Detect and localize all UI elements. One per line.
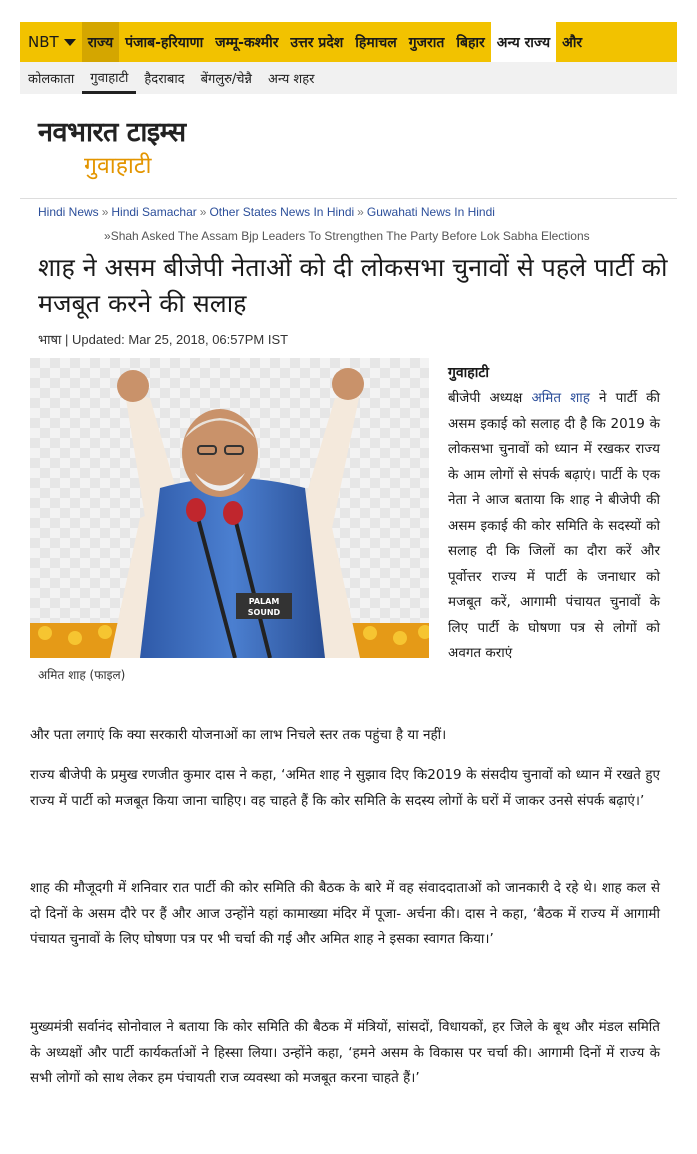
podium-label: PALAM — [248, 597, 280, 606]
city-item-kolkata[interactable]: कोलकाता — [28, 72, 75, 87]
nav-item-jammu-kashmir[interactable]: जम्मू-कश्मीर — [215, 34, 279, 51]
nav-item-uttar-pradesh[interactable]: उत्तर प्रदेश — [290, 34, 344, 51]
nav-item-states[interactable]: राज्य — [82, 22, 119, 62]
city-nav — [20, 62, 677, 94]
city-item-bengaluru-chennai[interactable]: बेंगलुरु/चेन्नै — [200, 72, 252, 87]
nav-item-himachal[interactable]: हिमाचल — [355, 34, 397, 51]
breadcrumb-separator: » — [357, 205, 364, 219]
nav-item-bihar[interactable]: बिहार — [456, 34, 485, 51]
breadcrumb-hindi-samachar[interactable]: Hindi Samachar — [111, 205, 197, 219]
article-headline: शाह ने असम बीजेपी नेताओं को दी लोकसभा चुनावों से पहले पार्टी को मजबूत करने की सलाह — [38, 253, 668, 318]
city-item-guwahati[interactable]: गुवाहाटी — [82, 62, 136, 94]
nav-item-more[interactable]: और — [562, 34, 583, 51]
amit-shah-photo-illustration — [30, 358, 429, 658]
caret-down-icon — [64, 39, 76, 46]
breadcrumb-separator: » — [199, 205, 207, 219]
nbt-label: NBT — [28, 33, 59, 51]
breadcrumb-current — [104, 229, 590, 243]
photo-caption: अमित शाह (फाइल) — [38, 668, 126, 682]
breadcrumb-current-title: Shah Asked The Assam Bjp Leaders To Strengthen The Party Before Lok Sabha Elections — [110, 229, 590, 243]
article-paragraph-3: मुख्यमंत्री सर्वानंद सोनोवाल ने बताया कि कोर समिति की बैठक में मंत्रियों, सांसदों, विधायकों, हर जिले के बूथ और मंडल समिति के अध्यक्षों और पार्टी कार्यकर्ताओं ने हिस्सा लिया। उन्होंने कहा, ‘हमने असम के विकास पर चर्चा की। आगामी दिनों में राज्य के सभी लोगों को साथ लेकर हम पंचायती राज व्यवस्था को मजबूत करना चाहते हैं।’ — [30, 1019, 660, 1086]
top-nav — [20, 22, 677, 62]
amit-shah-link[interactable]: अमित शाह — [531, 390, 590, 406]
intro-text: ने पार्टी की असम इकाई को सलाह दी है कि 2019 के लोकसभा चुनावों को ध्यान में रखकर राज्य के आम लोगों से संपर्क बढ़ाएं। पार्टी के एक नेता ने आज बताया कि शाह ने बीजेपी की असम इकाई की कोर समिति के सदस्यों को सलाह दी कि जिलों का दौरा करें और पूर्वोत्तर राज्य में पार्टी के जनाधार को मजबूत करें, आगामी पंचायत चुनावों के लिए पार्टी के घोषणा पत्र से लोगों को अवगत कराएं — [448, 390, 660, 661]
nav-item-other-states[interactable]: अन्य राज्य — [491, 22, 556, 62]
nav-item-gujarat[interactable]: गुजरात — [408, 34, 445, 51]
dateline-city: गुवाहाटी — [448, 365, 490, 381]
breadcrumb-separator: » — [101, 205, 109, 219]
breadcrumb-separator: » — [104, 229, 111, 243]
site-logo-city[interactable]: गुवाहाटी — [84, 153, 152, 179]
nav-item-punjab-haryana[interactable]: पंजाब-हरियाणा — [125, 34, 204, 51]
city-item-other-cities[interactable]: अन्य शहर — [267, 72, 315, 87]
podium-label: SOUND — [247, 608, 281, 617]
site-logo[interactable]: नवभारत टाइम्स — [38, 117, 186, 148]
divider — [20, 198, 677, 199]
article-paragraph-2: शाह की मौजूदगी में शनिवार रात पार्टी की कोर समिति की बैठक के बारे में वह संवाददाताओं को जानकारी दे रहे थे। शाह कल से दो दिनों के असम दौरे पर हैं और आज उन्होंने यहां कामाख्या मंदिर में पूजा- अर्चना की। दास ने कहा, ‘बैठक में राज्य में आगामी पंचायत चुनावों के लिए घोषणा पत्र पर भी चर्चा की गई और अमित शाह ने इसका स्वागत किया।’ — [30, 880, 660, 947]
city-item-hyderabad[interactable]: हैदराबाद — [144, 72, 185, 87]
article-intro — [448, 386, 660, 667]
intro-text: बीजेपी अध्यक्ष — [448, 390, 532, 406]
article-paragraph-1: राज्य बीजेपी के प्रमुख रणजीत कुमार दास ने कहा, ‘अमित शाह ने सुझाव दिए कि2019 के संसदीय चुनावों को ध्यान में रखते हुए राज्य में पार्टी को मजबूत किया जाना चाहिए। वह चाहते हैं कि कोर समिति के सदस्य लोगों के घरों में जाकर उनसे संपर्क बढ़ाएं।’ — [30, 767, 660, 809]
breadcrumb-hindi-news[interactable]: Hindi News — [38, 205, 99, 219]
article-intro-continued: और पता लगाएं कि क्या सरकारी योजनाओं का लाभ निचले स्तर तक पहुंचा है या नहीं। — [30, 727, 447, 743]
nbt-menu-button[interactable] — [20, 22, 82, 62]
breadcrumb — [38, 205, 495, 219]
breadcrumb-other-states[interactable]: Other States News In Hindi — [209, 205, 355, 219]
article-byline: भाषा | Updated: Mar 25, 2018, 06:57PM IST — [38, 332, 289, 347]
breadcrumb-guwahati-news[interactable]: Guwahati News In Hindi — [366, 205, 495, 219]
article-photo[interactable] — [30, 358, 429, 658]
